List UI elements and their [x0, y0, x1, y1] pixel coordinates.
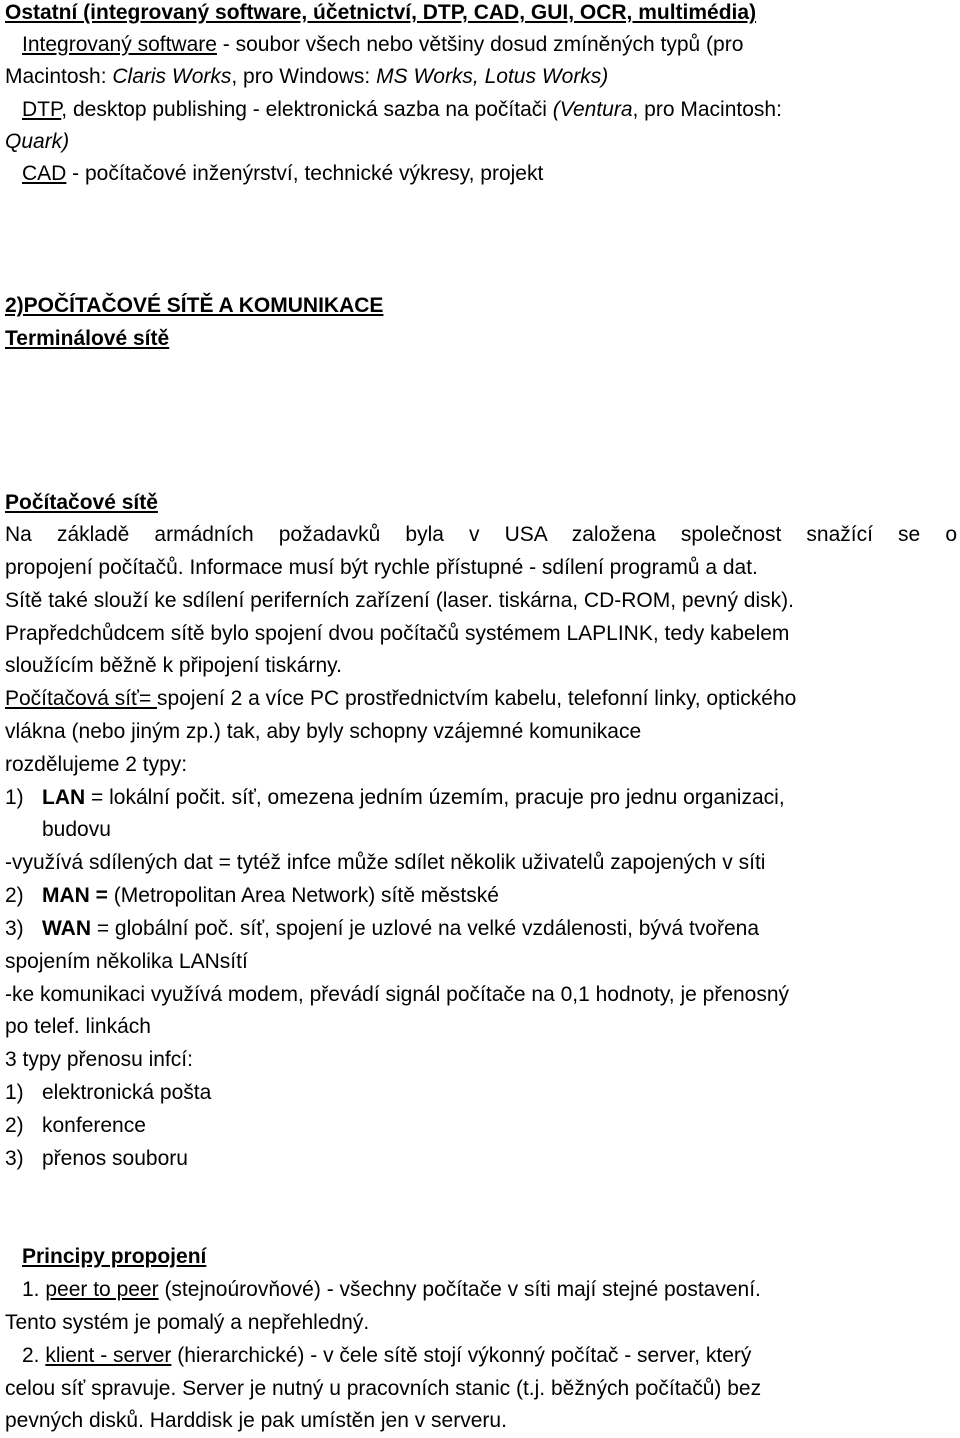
list-item: [5, 1146, 957, 1172]
terminal-networks-heading: Terminálové sítě: [5, 327, 170, 350]
list-item: [5, 1113, 957, 1139]
list-item: [5, 1080, 957, 1106]
peer-to-peer-line: [22, 1277, 957, 1303]
man-number: 2): [5, 884, 24, 907]
list-item-label: konference: [42, 1114, 146, 1137]
cad-text: - počítačové inženýrství, technické výkresy, projekt: [66, 162, 544, 185]
network-definition-term: Počítačová síť: [5, 687, 139, 710]
man-line: [5, 883, 957, 909]
section-heading-networks: 2)POČÍTAČOVÉ SÍTĚ A KOMUNIKACE: [5, 294, 384, 317]
man-term: MAN =: [42, 884, 108, 907]
list-item-number: 3): [5, 1147, 24, 1170]
integrated-text-part: Macintosh:: [5, 65, 113, 88]
paragraph-line: propojení počítačů. Informace musí být rychle přístupné - sdílení programů a dat.: [5, 556, 758, 579]
dtp-text: , desktop publishing - elektronická sazba na počítači: [61, 98, 553, 121]
wan-note-2: po telef. linkách: [5, 1015, 151, 1038]
peer-to-peer-text: (stejnoúrovňové) - všechny počítače v síti mají stejné postavení.: [158, 1278, 761, 1301]
list-item-label: přenos souboru: [42, 1147, 188, 1170]
paragraph-line: sloužícím běžně k připojení tiskárny.: [5, 654, 342, 677]
dtp-term: DTP: [22, 98, 62, 121]
wan-text: = globální poč. síť, spojení je uzlové na velké vzdálenosti, bývá tvořena: [91, 917, 760, 940]
wan-note: -ke komunikaci využívá modem, převádí signál počítače na 0,1 hodnoty, je přenosný: [5, 983, 790, 1006]
lan-note: -využívá sdílených dat = tytéž infce může sdílet několik uživatelů zapojených v síti: [5, 851, 766, 874]
wan-line: [5, 916, 957, 942]
integrated-software-term: Integrovaný software: [22, 33, 217, 56]
client-server-line-2: celou síť spravuje. Server je nutný u pracovních stanic (t.j. běžných počítačů) bez: [5, 1377, 762, 1400]
section-heading-other-software: Ostatní (integrovaný software, účetnictví, DTP, CAD, GUI, OCR, multimédia): [5, 1, 757, 24]
ms-works-text: MS Works, Lotus Works): [376, 65, 609, 88]
quark-line: Quark): [5, 130, 70, 153]
wan-number: 3): [5, 917, 24, 940]
paragraph-line: Prapředchůdcem sítě bylo spojení dvou počítačů systémem LAPLINK, tedy kabelem: [5, 622, 790, 645]
client-server-term: klient - server: [45, 1344, 172, 1367]
connection-principles-heading: Principy propojení: [22, 1245, 207, 1268]
integrated-software-line-2: [5, 64, 957, 90]
lan-text: = lokální počit. síť, omezena jedním územím, pracuje pro jednu organizaci,: [85, 786, 785, 809]
integrated-software-text: - soubor všech nebo většiny dosud zmíněných typů (pro: [216, 33, 744, 56]
client-server-text: (hierarchické) - v čele sítě stojí výkonný počítač - server, který: [171, 1344, 752, 1367]
client-server-line-3: pevných disků. Harddisk je pak umístěn jen v serveru.: [5, 1409, 507, 1432]
list-item-number: 2): [5, 1114, 24, 1137]
integrated-software-line: [22, 32, 957, 58]
network-definition-line: [5, 686, 957, 712]
peer-to-peer-number: 1.: [22, 1278, 40, 1301]
paragraph-line: Na základě armádních požadavků byla v USA založena společnost snažící se o: [5, 523, 957, 546]
lan-number: 1): [5, 786, 24, 809]
lan-line-2: budovu: [42, 818, 111, 841]
client-server-number: 2.: [22, 1344, 40, 1367]
wan-line-2: spojením několika LANsítí: [5, 950, 248, 973]
dtp-text-2: , pro Macintosh:: [632, 98, 782, 121]
peer-to-peer-term: peer to peer: [45, 1278, 159, 1301]
ventura-text: (Ventura: [552, 98, 633, 121]
transfer-types-heading: 3 typy přenosu infcí:: [5, 1048, 193, 1071]
dtp-line: [22, 97, 957, 123]
lan-term: LAN: [42, 786, 86, 809]
network-definition-text: spojení 2 a více PC prostřednictvím kabelu, telefonní linky, optického: [157, 687, 797, 710]
paragraph-line: Sítě také slouží ke sdílení periferních zařízení (laser. tiskárna, CD-ROM, pevný disk).: [5, 589, 794, 612]
network-definition-eq: =: [138, 687, 158, 710]
wan-term: WAN: [42, 917, 91, 940]
lan-line: [5, 785, 957, 811]
integrated-text-part-2: , pro Windows:: [231, 65, 377, 88]
list-item-number: 1): [5, 1081, 24, 1104]
network-definition-line-2: vlákna (nebo jiným zp.) tak, aby byly schopny vzájemné komunikace: [5, 720, 642, 743]
man-text: (Metropolitan Area Network) sítě městské: [107, 884, 499, 907]
computer-networks-heading: Počítačové sítě: [5, 491, 158, 514]
list-item-label: elektronická pošta: [42, 1081, 212, 1104]
cad-term: CAD: [22, 162, 67, 185]
cad-line: [22, 161, 957, 187]
claris-works-text: Claris Works: [112, 65, 232, 88]
client-server-line: [22, 1343, 957, 1369]
peer-to-peer-line-2: Tento systém je pomalý a nepřehledný.: [5, 1311, 370, 1334]
split-line: rozdělujeme 2 typy:: [5, 753, 188, 776]
